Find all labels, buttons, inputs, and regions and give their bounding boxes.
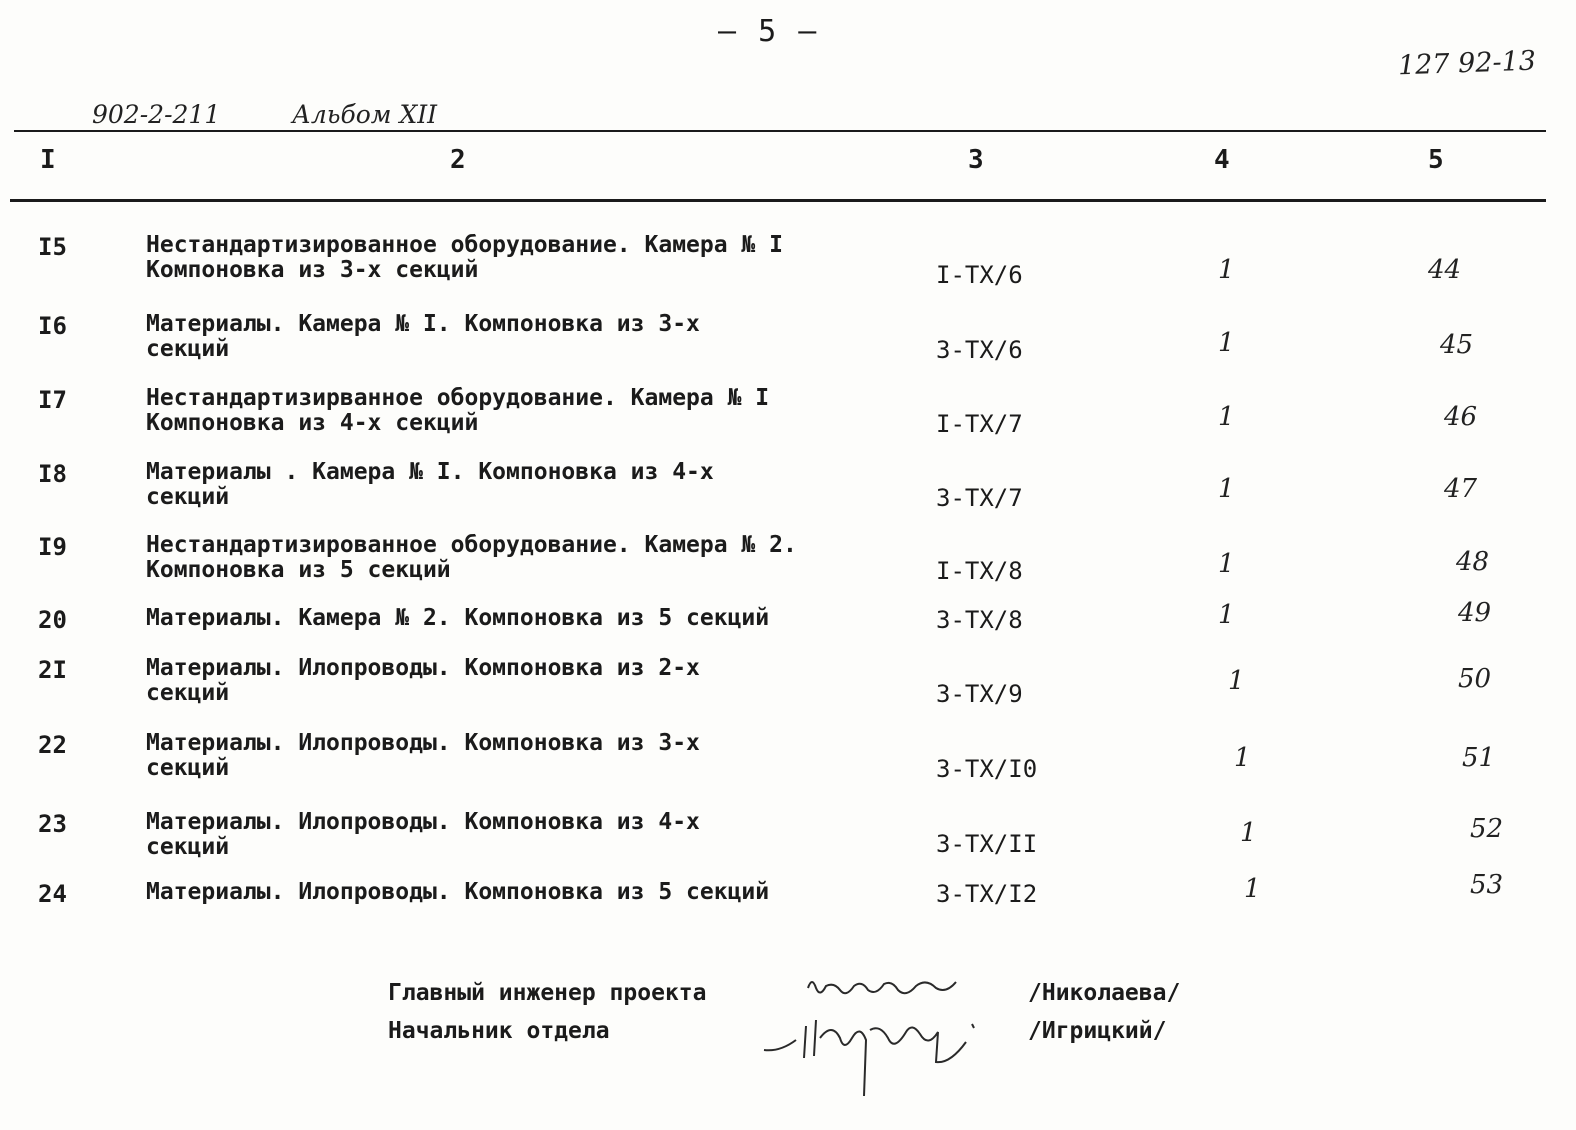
column-header-4: 4 [1214,145,1230,175]
row-sheets: 1 [1218,255,1235,285]
table-row [0,656,1576,726]
table-row [0,810,1576,880]
album-code: 902-2-211 [92,100,221,129]
table-row [0,533,1576,603]
row-code: 3-TX/I0 [936,755,1038,783]
row-title: Нестандартизированное оборудование. Камера № 2. Компоновка из 5 секций [146,532,797,583]
row-code: 3-TX/7 [936,484,1023,512]
row-sheets: 1 [1244,874,1261,904]
table-row [0,460,1576,530]
row-sheets: 1 [1234,743,1251,773]
row-sheets: 1 [1218,549,1235,579]
row-title: Материалы. Илопроводы. Компоновка из 2-х секций [146,655,700,706]
row-page: 49 [1458,598,1492,628]
row-sheets: 1 [1218,328,1235,358]
row-title: Материалы. Илопроводы. Компоновка из 5 секций [146,879,770,905]
row-code: 3-TX/8 [936,606,1023,634]
row-page: 52 [1470,814,1504,844]
row-sheets: 1 [1218,474,1235,504]
row-page: 53 [1470,870,1504,900]
row-number: 24 [38,880,67,908]
document-number: 127 92-13 [1397,45,1537,82]
row-number: 23 [38,810,67,838]
column-header-5: 5 [1428,145,1444,175]
row-number: 22 [38,731,67,759]
row-number: 2I [38,656,67,684]
row-title: Материалы. Илопроводы. Компоновка из 4-х секций [146,809,700,860]
row-number: I6 [38,312,67,340]
signature-role-department-head: Начальник отдела [388,1018,610,1044]
table-row [0,386,1576,456]
row-code: 3-TX/6 [936,336,1023,364]
row-sheets: 1 [1218,402,1235,432]
signature-name-department-head: /Игрицкий/ [1028,1018,1167,1044]
column-header-3: 3 [968,145,984,175]
header-bottom-rule [10,199,1546,202]
row-sheets: 1 [1228,666,1245,696]
row-code: I-TX/8 [936,557,1023,585]
handwritten-signatures [760,968,1000,1103]
row-sheets: 1 [1218,600,1235,630]
row-code: 3-TX/I2 [936,880,1038,908]
signature-scribble-1 [808,982,956,993]
row-code: I-TX/6 [936,261,1023,289]
row-page: 44 [1428,255,1462,285]
row-number: I9 [38,533,67,561]
signature-name-chief-engineer: /Николаева/ [1028,980,1181,1006]
row-title: Материалы. Камера № 2. Компоновка из 5 секций [146,605,770,631]
row-page: 46 [1444,402,1478,432]
table-row [0,312,1576,382]
row-title: Материалы. Камера № I. Компоновка из 3-х секций [146,311,700,362]
header-top-rule [14,130,1546,132]
row-title: Материалы. Илопроводы. Компоновка из 3-х секций [146,730,700,781]
row-number: I5 [38,233,67,261]
row-title: Материалы . Камера № I. Компоновка из 4-х секций [146,459,714,510]
signature-scribble-2 [764,1020,974,1096]
row-title: Нестандартизирванное оборудование. Камера № I Компоновка из 4-х секций [146,385,770,436]
row-page: 50 [1458,664,1492,694]
table-row [0,731,1576,801]
row-number: I7 [38,386,67,414]
row-number: 20 [38,606,67,634]
table-row [0,870,1576,950]
row-code: 3-TX/II [936,830,1038,858]
row-title: Нестандартизированное оборудование. Камера № I Компоновка из 3-х секций [146,232,783,283]
row-code: 3-TX/9 [936,680,1023,708]
row-page: 47 [1444,474,1478,504]
column-header-2: 2 [450,145,466,175]
row-page: 45 [1440,330,1474,360]
row-sheets: 1 [1240,818,1257,848]
page-number: – 5 – [718,14,819,49]
table-row [0,233,1576,303]
column-header-1: I [40,145,56,175]
row-page: 48 [1456,547,1490,577]
row-code: I-TX/7 [936,410,1023,438]
row-number: I8 [38,460,67,488]
row-page: 51 [1462,743,1496,773]
album-title: Альбом XII [292,100,437,129]
signature-role-chief-engineer: Главный инженер проекта [388,980,707,1006]
